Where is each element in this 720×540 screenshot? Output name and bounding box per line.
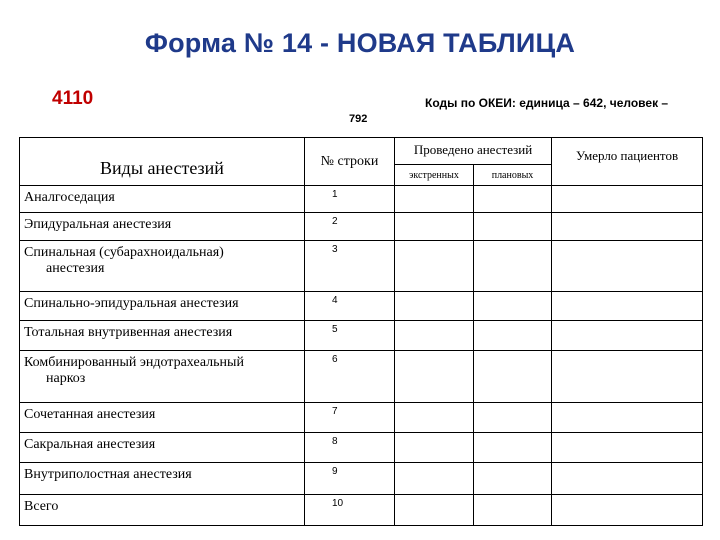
row-label <box>20 463 305 495</box>
cell-planned[interactable] <box>474 213 552 241</box>
row-number: 3 <box>305 241 395 292</box>
row-label <box>20 495 305 526</box>
header-died: Умерло пациентов <box>552 138 703 186</box>
row-number: 6 <box>305 351 395 403</box>
row-label-line1: Аналгоседация <box>24 190 115 205</box>
table-row <box>20 321 703 351</box>
row-label-line1: Тотальная внутривенная анестезия <box>24 325 233 340</box>
cell-died[interactable] <box>552 213 703 241</box>
header-planned: плановых <box>474 165 552 186</box>
row-label <box>20 403 305 433</box>
row-label-line2: анестезия <box>46 261 105 276</box>
row-number: 7 <box>305 403 395 433</box>
cell-planned[interactable] <box>474 495 552 526</box>
cell-emergency[interactable] <box>395 186 474 213</box>
table-row <box>20 213 703 241</box>
row-label <box>20 292 305 321</box>
cell-emergency[interactable] <box>395 241 474 292</box>
table-row <box>20 433 703 463</box>
cell-emergency[interactable] <box>395 321 474 351</box>
row-number: 5 <box>305 321 395 351</box>
header-row-number: № строки <box>305 138 395 186</box>
table-row <box>20 241 703 292</box>
row-label-line1: Спинально-эпидуральная анестезия <box>24 296 239 311</box>
row-number: 8 <box>305 433 395 463</box>
cell-died[interactable] <box>552 463 703 495</box>
row-label-line1: Эпидуральная анестезия <box>24 217 172 232</box>
row-number: 9 <box>305 463 395 495</box>
row-label <box>20 433 305 463</box>
cell-planned[interactable] <box>474 321 552 351</box>
row-number: 1 <box>305 186 395 213</box>
row-label <box>20 241 305 292</box>
row-label <box>20 213 305 241</box>
cell-emergency[interactable] <box>395 351 474 403</box>
cell-planned[interactable] <box>474 186 552 213</box>
row-label-line1: Всего <box>24 499 59 514</box>
cell-emergency[interactable] <box>395 495 474 526</box>
row-number: 10 <box>305 495 395 526</box>
cell-died[interactable] <box>552 186 703 213</box>
cell-emergency[interactable] <box>395 403 474 433</box>
row-label-line1: Сочетанная анестезия <box>24 407 156 422</box>
cell-planned[interactable] <box>474 241 552 292</box>
row-label-line1: Комбинированный эндотрахеальный <box>24 355 244 370</box>
cell-died[interactable] <box>552 292 703 321</box>
table-row <box>20 495 703 526</box>
cell-planned[interactable] <box>474 292 552 321</box>
row-label-line2: наркоз <box>46 371 86 386</box>
row-label <box>20 351 305 403</box>
cell-emergency[interactable] <box>395 463 474 495</box>
table-row <box>20 292 703 321</box>
row-label <box>20 186 305 213</box>
cell-died[interactable] <box>552 321 703 351</box>
okei-codes-continued: 792 <box>349 113 368 125</box>
header-types: Виды анестезий <box>20 138 305 186</box>
header-row <box>20 138 703 165</box>
row-label-line1: Сакральная анестезия <box>24 437 156 452</box>
cell-planned[interactable] <box>474 403 552 433</box>
form-code: 4110 <box>52 88 94 109</box>
cell-died[interactable] <box>552 433 703 463</box>
okei-codes: Коды по ОКЕИ: единица – 642, человек – <box>425 96 669 110</box>
table-row <box>20 403 703 433</box>
cell-died[interactable] <box>552 495 703 526</box>
cell-died[interactable] <box>552 351 703 403</box>
row-label <box>20 321 305 351</box>
cell-emergency[interactable] <box>395 213 474 241</box>
cell-planned[interactable] <box>474 351 552 403</box>
anesthesia-table <box>19 137 703 526</box>
row-label-line1: Спинальная (субарахноидальная) <box>24 245 224 260</box>
row-label-line1: Внутриполостная анестезия <box>24 467 192 482</box>
cell-emergency[interactable] <box>395 292 474 321</box>
header-performed: Проведено анестезий <box>395 138 552 165</box>
cell-died[interactable] <box>552 241 703 292</box>
page-title: Форма № 14 - НОВАЯ ТАБЛИЦА <box>144 28 576 58</box>
cell-planned[interactable] <box>474 463 552 495</box>
row-number: 4 <box>305 292 395 321</box>
header-emergency: экстренных <box>395 165 474 186</box>
cell-died[interactable] <box>552 403 703 433</box>
cell-emergency[interactable] <box>395 433 474 463</box>
table-row <box>20 463 703 495</box>
cell-planned[interactable] <box>474 433 552 463</box>
row-number: 2 <box>305 213 395 241</box>
table-row <box>20 186 703 213</box>
table-row <box>20 351 703 403</box>
